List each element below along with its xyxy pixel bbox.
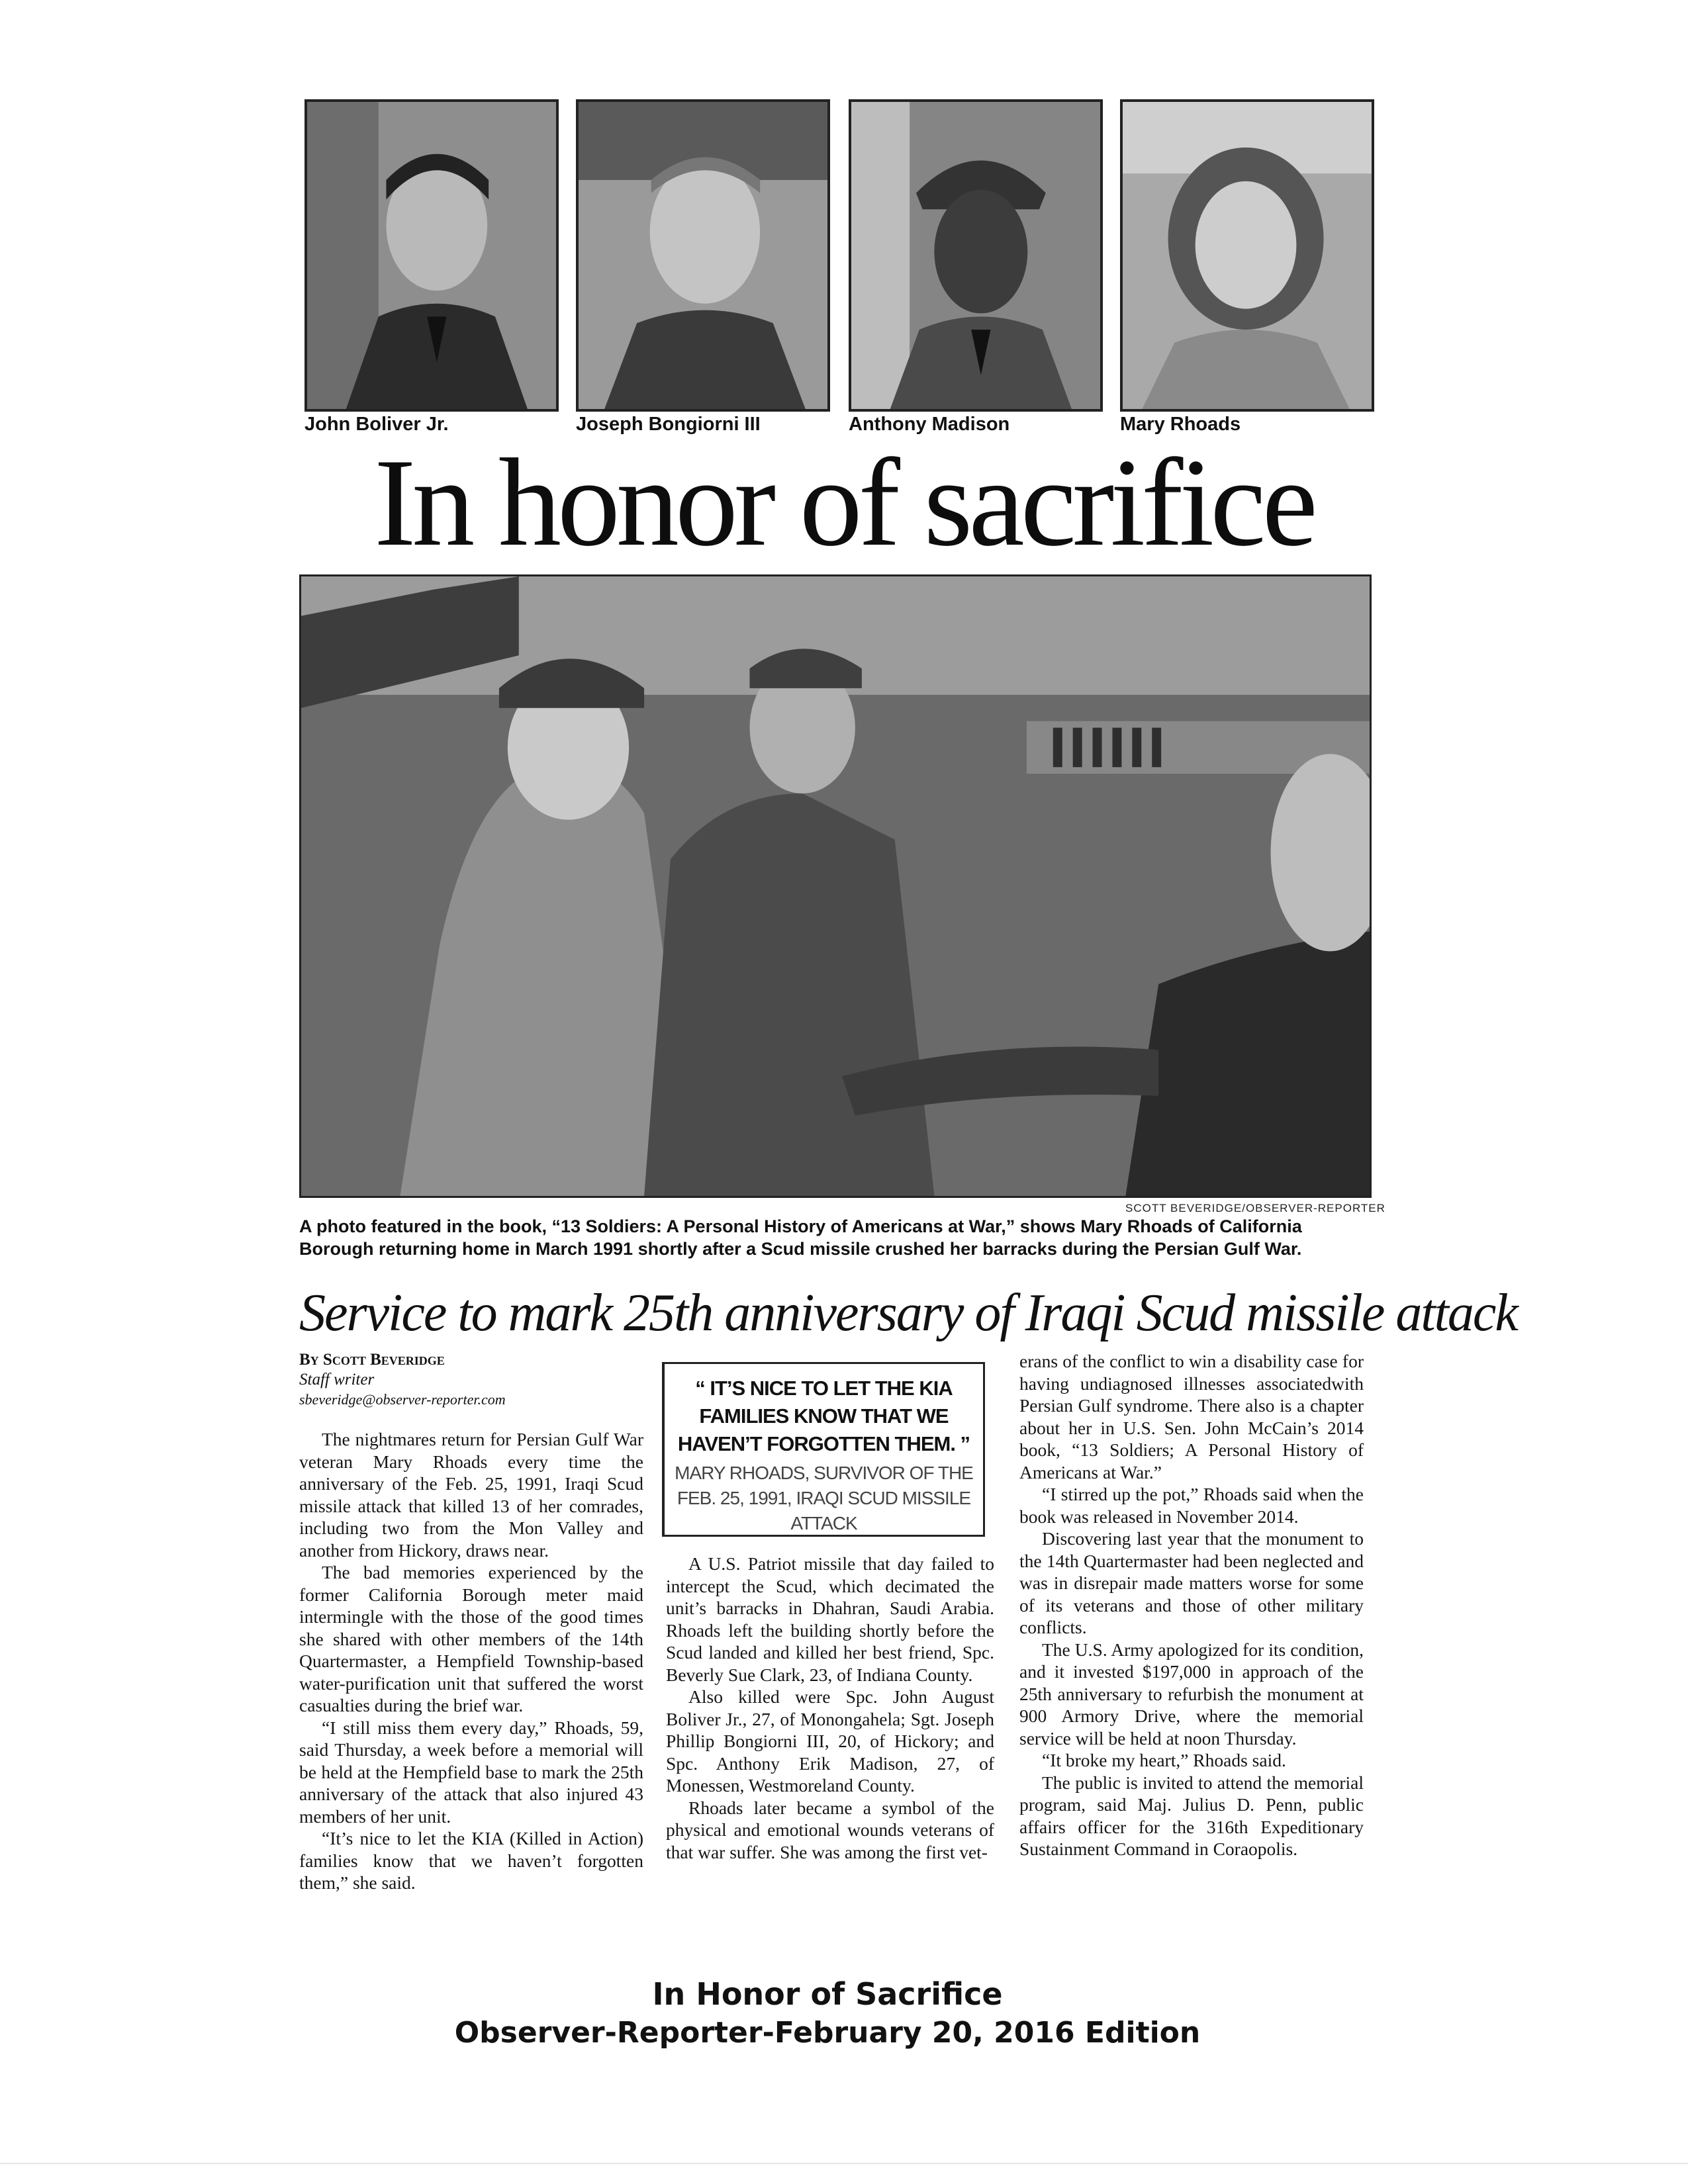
portrait-caption-boliver: John Boliver Jr. (305, 414, 449, 435)
paragraph: Also killed were Spc. John August Boliver Jr., 27, of Monongahela; Sgt. Joseph Phillip Bongiorni III, 20, of Hickory; and Spc. Anthony Erik Madison, 27, of Monessen, Westmoreland County. (666, 1686, 994, 1796)
paragraph: Rhoads later became a symbol of the physical and emotional wounds veterans of that war suffer. She was among the first vet- (666, 1797, 994, 1862)
paragraph: A U.S. Patriot missile that day failed to intercept the Scud, which decimated the unit’s barracks in Dhahran, Saudi Arabia. Rhoads left the building shortly before the Scud landed and killed her best friend, Spc. Beverly Sue Clark, 23, of Indiana County. (666, 1553, 994, 1685)
photo-credit: SCOTT BEVERIDGE/OBSERVER-REPORTER (1125, 1202, 1385, 1214)
portrait-caption-bongiorni: Joseph Bongiorni III (576, 414, 761, 435)
byline-name: By Scott Beveridge (299, 1351, 445, 1369)
byline-role: Staff writer (299, 1371, 375, 1388)
pull-quote (662, 1362, 985, 1537)
paragraph: “It’s nice to let the KIA (Killed in Action) families know that we haven’t forgotten them,” she said. (299, 1828, 643, 1893)
footer-source: Observer-Reporter-February 20, 2016 Edition (454, 2016, 1201, 2050)
paragraph: “It broke my heart,” Rhoads said. (1042, 1750, 1286, 1770)
headline: In honor of sacrifice (374, 433, 1314, 572)
pull-quote-attribution: MARY RHOADS, SURVIVOR OF THE FEB. 25, 1991, IRAQI SCUD MISSILE ATTACK (675, 1463, 973, 1533)
portrait-caption-rhoads: Mary Rhoads (1120, 414, 1241, 435)
byline-email: sbeveridge@observer-reporter.com (299, 1391, 506, 1408)
portrait-photo-rhoads (1120, 99, 1374, 412)
paragraph: Discovering last year that the monument to the 14th Quartermaster had been neglected and was in disrepair made matters worse for some of its veterans and those of other military conflicts. (1019, 1528, 1364, 1637)
article-column-3 (1019, 1350, 1364, 1860)
paragraph: The nightmares return for Persian Gulf War veteran Mary Rhoads every time the anniversary of the Feb. 25, 1991, Iraqi Scud missile attack that killed 13 of her comrades, including two from the Mon Valley and another from Hickory, draws near. (299, 1429, 643, 1561)
article-column-1 (299, 1428, 643, 1894)
photo-cutline: A photo featured in the book, “13 Soldiers: A Personal History of Americans at War,” shows Mary Rhoads of California Borough returning home in March 1991 shortly after a Scud missile crushed her barracks during the Persian Gulf War. (299, 1216, 1302, 1259)
paragraph: “I still miss them every day,” Rhoads, 59, said Thursday, a week before a memorial will be held at the Hempfield base to mark the 25th anniversary of the attack that also injured 43 members of her unit. (299, 1717, 643, 1827)
portrait-photo-boliver (305, 99, 559, 412)
footer-title: In Honor of Sacrifice (652, 1976, 1003, 2012)
portrait-photo-bongiorni (576, 99, 830, 412)
pull-quote-text: “ IT’S NICE TO LET THE KIA FAMILIES KNOW THAT WE HAVEN’T FORGOTTEN THEM. ” (677, 1377, 970, 1455)
paragraph: “I stirred up the pot,” Rhoads said when the book was released in November 2014. (1019, 1484, 1364, 1527)
byline (299, 1350, 617, 1410)
main-photo (299, 574, 1372, 1198)
article-column-2 (666, 1553, 994, 1863)
portrait-photo-madison (849, 99, 1103, 412)
paragraph-continued: erans of the conflict to win a disability case for having undiagnosed illnesses associatedwith Persian Gulf syndrome. There also is a chapter about her in U.S. Sen. John McCain’s 2014 book, “13 Soldiers; A Personal History of Americans at War.” (1019, 1351, 1364, 1482)
paragraph: The U.S. Army apologized for its condition, and it invested $197,000 in approach of the 25th anniversary to refurbish the monument at 900 Armory Drive, where the memorial service will be held at noon Thursday. (1019, 1639, 1364, 1749)
scan-edge-divider (0, 2163, 1688, 2164)
paragraph: The bad memories experienced by the former California Borough meter maid intermingle with the those of the good times she shared with other members of the 14th Quartermaster, a Hempfield Township-based water-purification unit that suffered the worst casualties during the brief war. (299, 1562, 643, 1715)
subheadline: Service to mark 25th anniversary of Iraqi Scud missile attack (299, 1284, 1517, 1342)
portrait-caption-madison: Anthony Madison (849, 414, 1010, 435)
paragraph: The public is invited to attend the memorial program, said Maj. Julius D. Penn, public affairs officer for the 316th Expeditionary Sustainment Command in Coraopolis. (1019, 1772, 1364, 1859)
